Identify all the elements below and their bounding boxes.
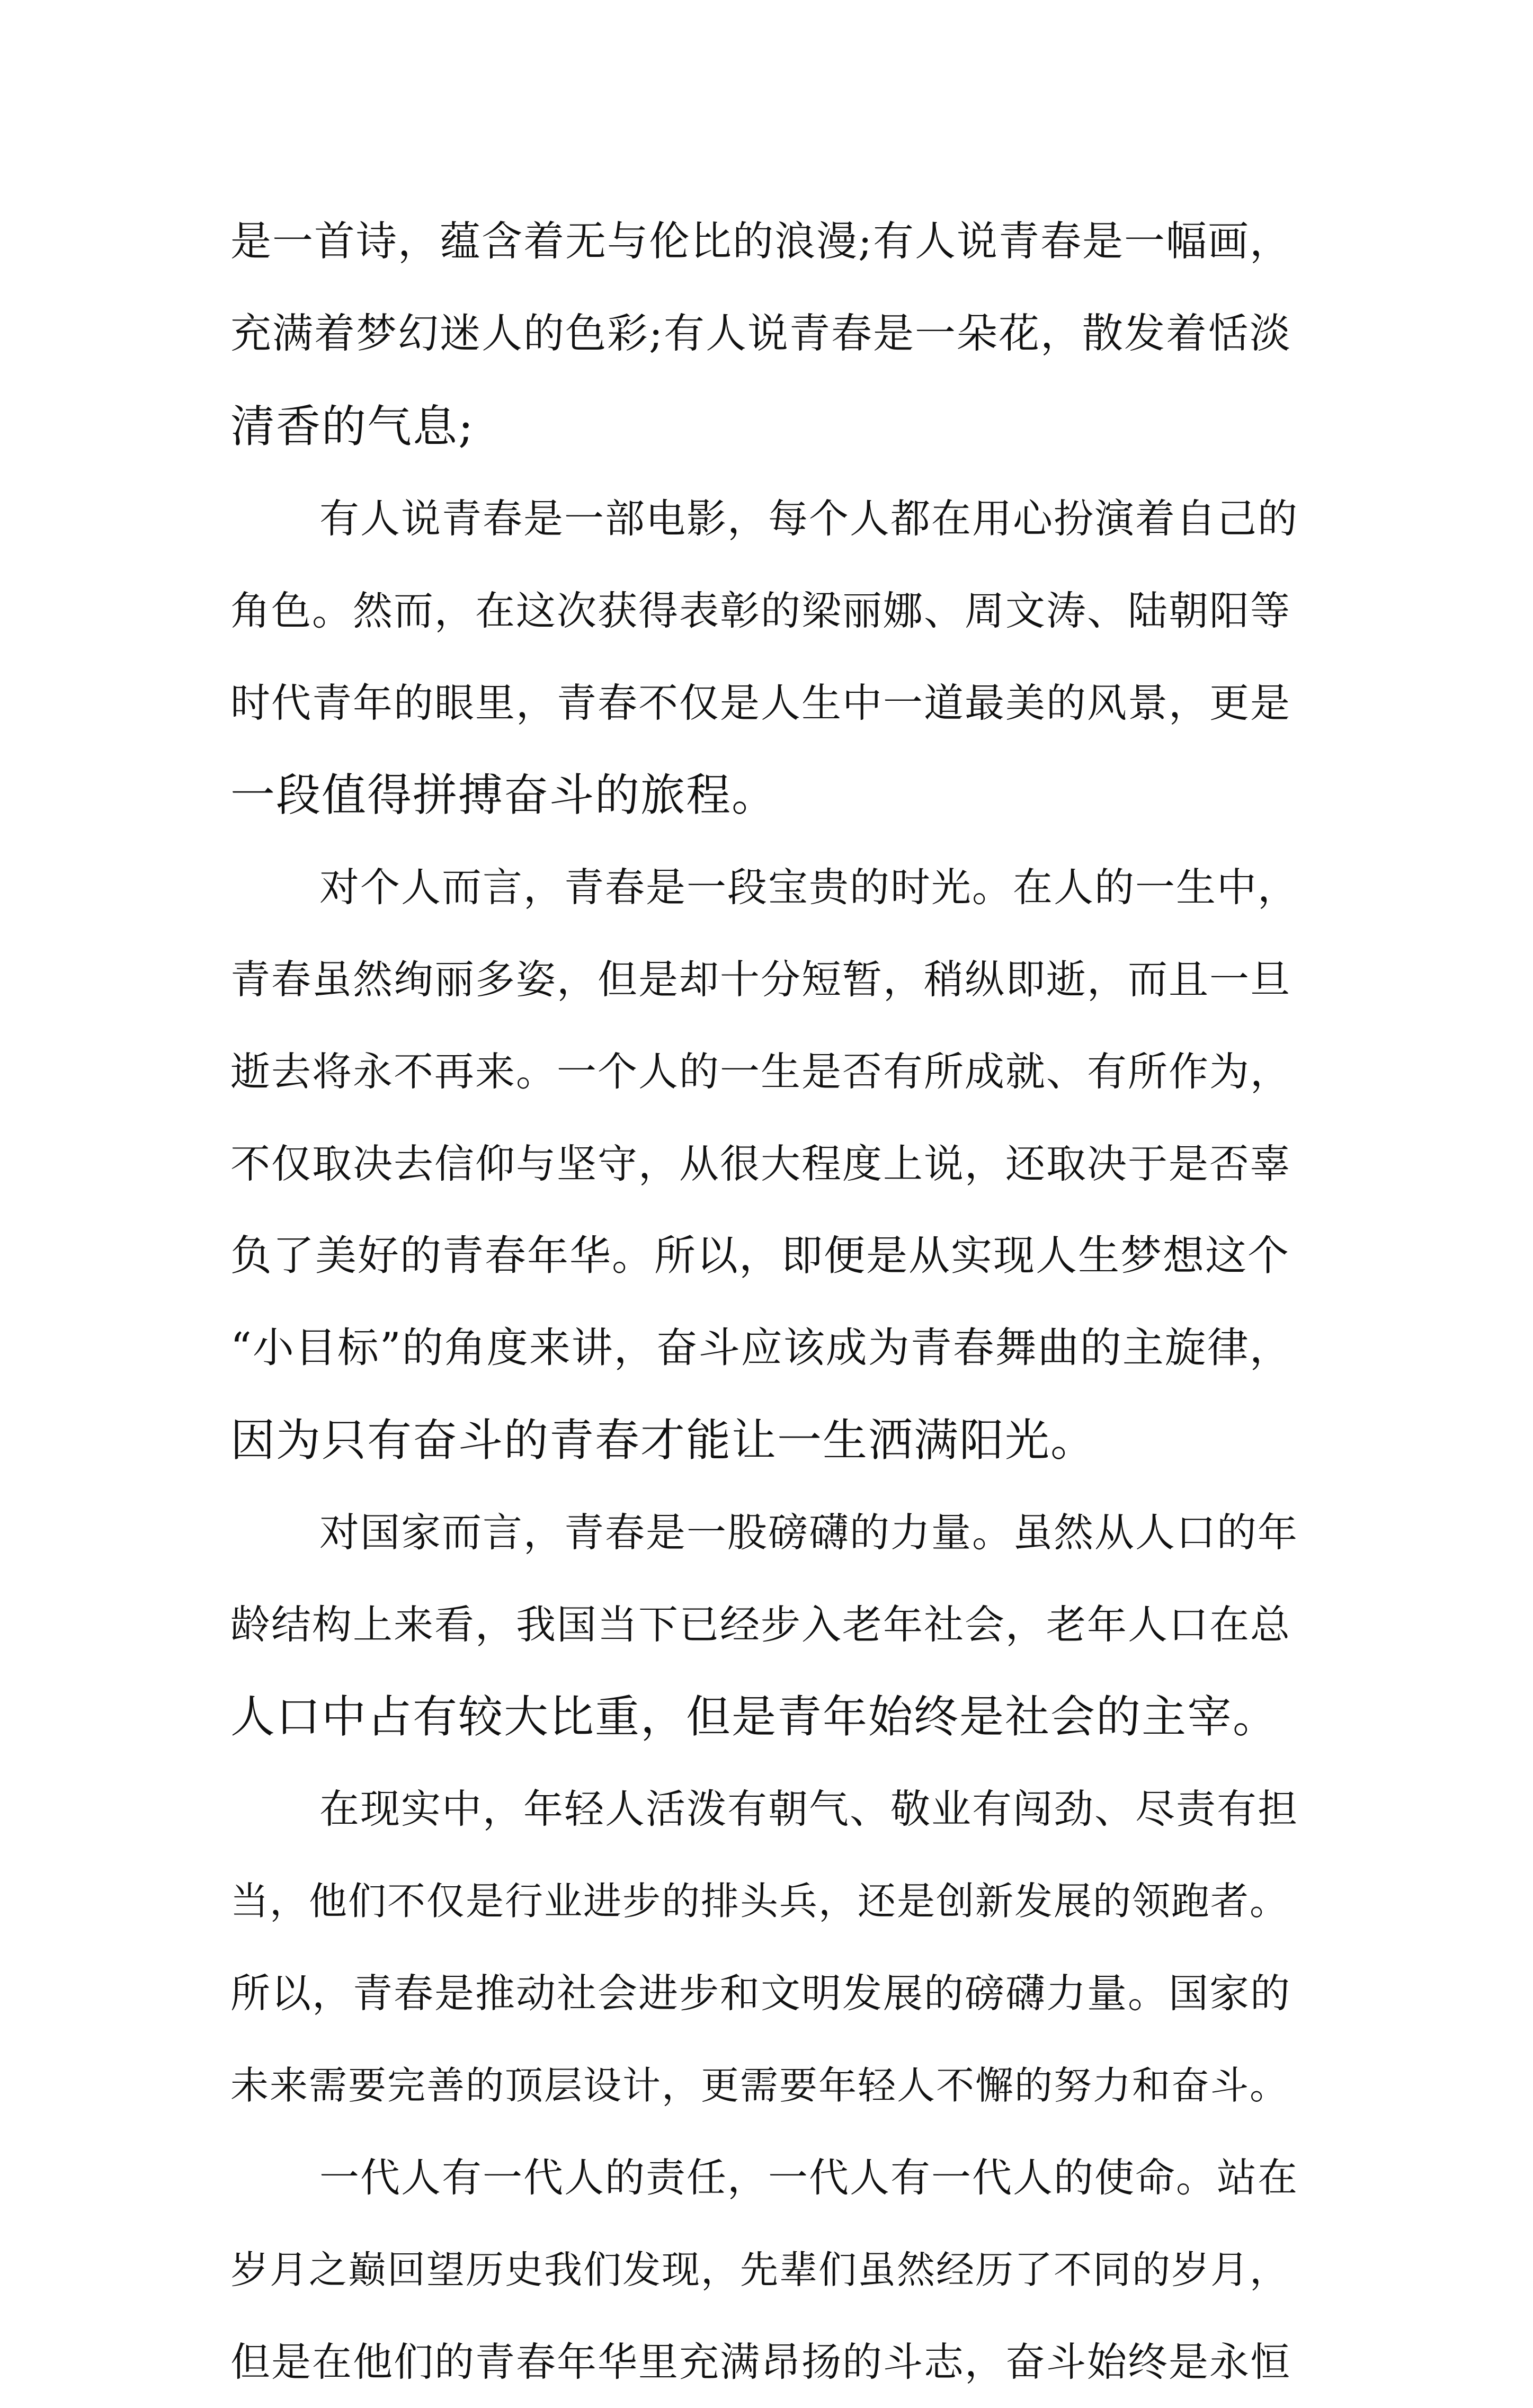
text-line: 人口中占有较大比重，但是青年始终是社会的主宰。: [230, 1691, 1279, 1743]
text-line: 角色。然而，在这次获得表彰的梁丽娜、周文涛、陆朝阳等: [230, 587, 1291, 634]
text-line: “小目标”的角度来讲，奋斗应该成为青春舞曲的主旋律，: [230, 1324, 1292, 1372]
text-line: 但是在他们的青春年华里充满昂扬的斗志，奋斗始终是永恒: [230, 2339, 1291, 2385]
text-line: 逝去将永不再来。一个人的一生是否有所成就、有所作为，: [230, 1048, 1291, 1095]
text-line: 一代人有一代人的责任，一代人有一代人的使命。站在: [319, 2154, 1299, 2201]
text-line: 未来需要完善的顶层设计，更需要年轻人不懈的努力和奋斗。: [230, 2063, 1289, 2108]
text-line: 不仅取决去信仰与坚守，从很大程度上说，还取决于是否辜: [230, 1140, 1291, 1187]
text-line: 清香的气息;: [230, 400, 475, 452]
text-line: 一段值得拼搏奋斗的旅程。: [230, 769, 778, 821]
text-line: 青春虽然绚丽多姿，但是却十分短暂，稍纵即逝，而且一旦: [230, 956, 1291, 1003]
text-line: 在现实中，年轻人活泼有朝气、敬业有闯劲、尽责有担: [319, 1786, 1299, 1832]
document-body: [230, 196, 1303, 2408]
text-line: 对个人而言，青春是一段宝贵的时光。在人的一生中，: [319, 864, 1299, 911]
text-line: 因为只有奋斗的青春才能让一生洒满阳光。: [230, 1414, 1097, 1466]
text-line: 是一首诗，蕴含着无与伦比的浪漫;有人说青春是一幅画，: [230, 218, 1291, 265]
text-line: 龄结构上来看，我国当下已经步入老年社会，老年人口在总: [230, 1601, 1291, 1648]
text-line: 负了美好的青春年华。所以，即便是从实现人生梦想这个: [230, 1232, 1290, 1280]
text-line: 当，他们不仅是行业进步的排头兵，还是创新发展的领跑者。: [230, 1879, 1289, 1923]
text-line: 充满着梦幻迷人的色彩;有人说青春是一朵花，散发着恬淡: [230, 310, 1291, 358]
text-line: 对国家而言，青春是一股磅礴的力量。虽然从人口的年: [319, 1509, 1299, 1556]
text-line: 时代青年的眼里，青春不仅是人生中一道最美的风景，更是: [230, 680, 1291, 726]
text-line: 有人说青春是一部电影，每个人都在用心扮演着自己的: [319, 495, 1299, 542]
text-line: 岁月之巅回望历史我们发现，先辈们虽然经历了不同的岁月，: [230, 2248, 1289, 2292]
text-line: 所以，青春是推动社会进步和文明发展的磅礴力量。国家的: [230, 1970, 1291, 2017]
